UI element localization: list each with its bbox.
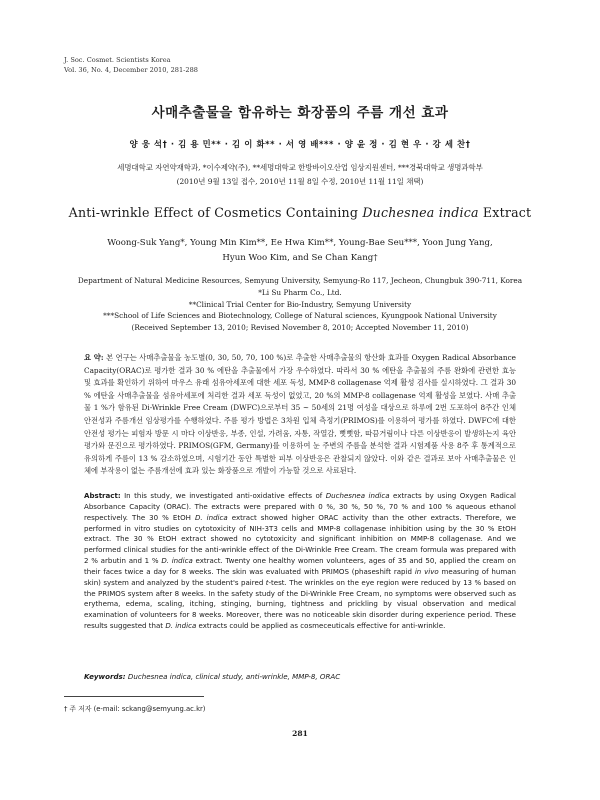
keywords-text: Duchesnea indica, clinical study, anti-wrinkle, MMP-8, ORAC bbox=[125, 672, 341, 681]
english-abstract bbox=[84, 491, 516, 632]
affiliation-line: ***School of Life Sciences and Biotechnology, College of Natural sciences, Kyungpook National University bbox=[103, 311, 497, 321]
english-title-text: Anti-wrinkle Effect of Cosmetics Containing bbox=[68, 205, 363, 220]
abstract-text: -test. The wrinkles on the eye region were reduced by 13 % based on the PRIMOS system after 8 weeks. In the safety study of the Di-Wrinkle Free Cream, no symptoms were observed such as erythema, edema, scaling, itching, stinging, burning, tightness and prickling by visual observation and medical examination of volunteers for 8 weeks. Moreover, there was no noticeable skin disorder during experience period. These results suggested that bbox=[84, 577, 517, 631]
abstract-italic: t bbox=[265, 577, 269, 587]
english-affiliations bbox=[0, 275, 600, 334]
journal-volume: Vol. 36, No. 4, December 2010, 281-288 bbox=[64, 66, 198, 74]
korean-abstract-label: 요 약: bbox=[84, 353, 104, 362]
abstract-text: extracts could be applied as cosmeceuticals effective for anti-wrinkle. bbox=[196, 621, 446, 631]
korean-authors: 양 웅 석† · 김 용 민** · 김 이 화** · 서 영 배*** · 양 윤 정 · 김 현 우 · 강 세 찬† bbox=[129, 139, 471, 149]
abstract-text: measuring of human skin) system and analyzed by the student's paired bbox=[84, 566, 517, 587]
korean-affiliations bbox=[0, 161, 600, 189]
footnote-divider bbox=[64, 696, 204, 697]
abstract-italic: D. indica bbox=[165, 621, 197, 631]
abstract-italic: D. indica bbox=[194, 512, 228, 522]
abstract-text: extracts by using Oxygen Radical Absorbance Capacity (ORAC). The extracts were prepared with 0 %, 30 %, 50 %, 70 % and 100 % aqueous ethanol respectively. The 30 % EtOH bbox=[84, 491, 516, 522]
korean-affiliation-line: 세명대학교 자연약재학과, *이수제약(주), **세명대학교 한방바이오산업 임상지원센터, ***경북대학교 생명과학부 bbox=[117, 163, 483, 172]
corresponding-author-footnote: † 주 저자 (e-mail: sckang@semyung.ac.kr) bbox=[64, 705, 206, 713]
abstract-italic: in vivo bbox=[414, 566, 439, 576]
abstract-italic: Duchesnea indica bbox=[325, 491, 390, 500]
journal-header bbox=[64, 55, 198, 75]
journal-name: J. Soc. Cosmet. Scientists Korea bbox=[64, 56, 171, 64]
korean-abstract-text: 본 연구는 사매추출물을 농도별(0, 30, 50, 70, 100 %)로 추출한 사매추출물의 항산화 효과를 Oxygen Radical Absorbance Capacity(ORAC)로 평가한 결과 30 % 에탄올 추출물에서 가장 우수하였다. 따라서 30 % 에탄올 추출물의 주름 완화에 관련한 효능 및 효과를 확인하기 위하여 마우스 유래 섬유아세포에 대한 세포 독성, MMP-8 collagenase 억제 활성 검사를 실시하였다. 그 결과 30 % 에탄올 사매추출물을 섬유아세포에 처리한 결과 세포 독성이 없었고, 20 %의 MMP-8 collagenase 억제 활성을 보였다. 사매 추출물 1 %가 함유된 Di-Wrinkle Free Cream (DWFC)으로부터 35 ~ 50세의 21명 여성을 대상으로 하루에 2번 도포하여 8주간 인체 안전성과 주름개선 임상평가를 수행하였다. 주름 평가 방법은 3차원 입체 측정기(PRIMOS)를 이용하여 평가를 하였다. DWFC에 대한 안전성 평가는 피험자 방문 시 마다 이상반응, 부종, 인설, 가려움, 자통, 작열감, 뻣뻣함, 따끔거림이나 다른 이상반응이 발생하는지 육안평가와 문진으로 평가하였다. PRIMOS(GFM, Germany)를 이용하여 눈 주변의 주름을 분석한 결과 시험제품 사용 8주 후 통계적으로 유의하게 주름이 13 % 감소하였으며, 시험기간 동안 특별한 피부 이상반응은 관찰되지 않았다. 이와 같은 결과로 보아 사매추출물은 인체에 부작용이 없는 주름개선에 효과 있는 화장품으로 개발이 가능할 것으로 사료된다. bbox=[84, 353, 516, 476]
abstract-italic: D. indica bbox=[161, 556, 193, 566]
abstract-text: extract showed higher ORAC activity than the other extracts. Therefore, we performed in vitro studies on cytotoxicity of NIH-3T3 cells and MMP-8 collagenase inhibition using by the 30 % EtOH extract. The 30 % EtOH extract showed no cytotoxicity and significant inhibition on MMP-8 collagenase. And we performed clinical studies for the anti-wrinkle effect of the Di-Wrinkle Free Cream. The cream formula was prepared with 2 % arbutin and 1 % bbox=[84, 512, 516, 566]
korean-abstract bbox=[84, 352, 516, 478]
affiliation-line: *Li Su Pharm Co., Ltd. bbox=[258, 287, 342, 297]
english-title bbox=[0, 205, 600, 220]
korean-dates-line: (2010년 9월 13일 접수, 2010년 11월 8일 수정, 2010년 11월 11일 채택) bbox=[176, 177, 424, 186]
english-abstract-label: Abstract: bbox=[84, 491, 121, 500]
affiliation-line: Department of Natural Medicine Resources, Semyung University, Semyung-Ro 117, Jecheon, Chungbuk 390-711, Korea bbox=[77, 276, 523, 285]
english-title-species: Duchesnea indica bbox=[362, 205, 479, 220]
english-authors bbox=[0, 236, 600, 265]
english-title-tail: Extract bbox=[478, 205, 532, 220]
page-number: 281 bbox=[292, 729, 308, 738]
korean-title: 사매추출물을 함유하는 화장품의 주름 개선 효과 bbox=[151, 105, 449, 121]
keywords-label: Keywords: bbox=[84, 672, 126, 681]
abstract-text: extract. Twenty one healthy women volunteers, ages of 35 and 50, applied the cream on their faces twice a day for 8 weeks. The skin was evaluated with PRIMOS (phaseshift rapid bbox=[84, 556, 516, 576]
abstract-text: In this study, we investigated anti-oxidative effects of bbox=[120, 491, 326, 500]
english-authors-line1: Woong-Suk Yang*, Young Min Kim**, Ee Hwa Kim**, Young-Bae Seu***, Yoon Jung Yang, bbox=[107, 238, 493, 248]
received-dates-line: (Received September 13, 2010; Revised November 8, 2010; Accepted November 11, 2010) bbox=[131, 323, 469, 333]
affiliation-line: **Clinical Trial Center for Bio-Industry, Semyung University bbox=[188, 299, 412, 309]
keywords bbox=[84, 672, 516, 681]
english-authors-line2: Hyun Woo Kim, and Se Chan Kang† bbox=[222, 252, 378, 263]
